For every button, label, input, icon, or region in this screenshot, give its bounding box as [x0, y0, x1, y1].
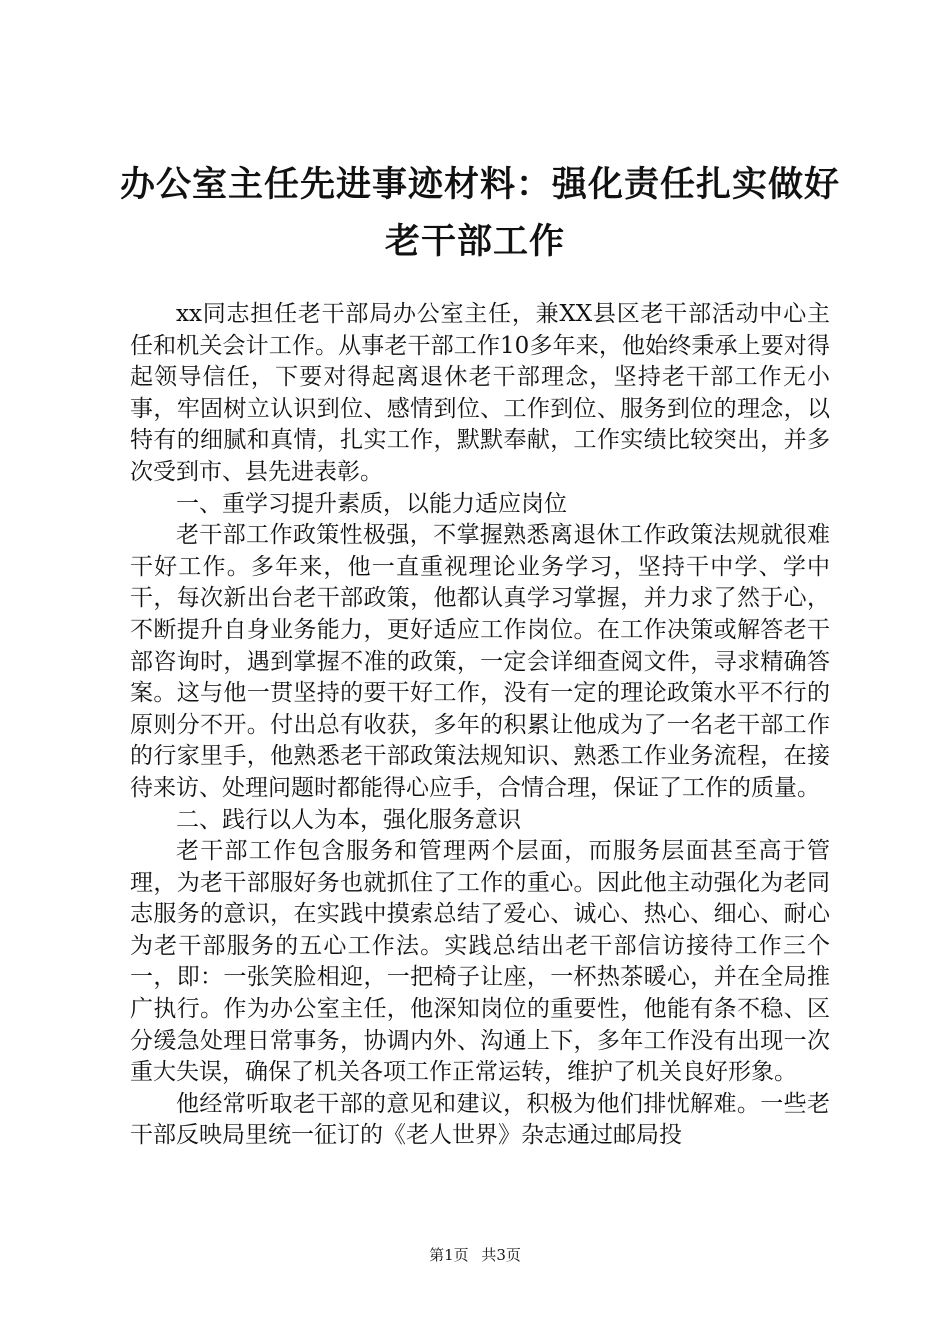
intro-paragraph: xx同志担任老干部局办公室主任，兼XX县区老干部活动中心主任和机关会计工作。从事老干部工作10多年来，他始终秉承上要对得起领导信任，下要对得起离退休老干部理念，坚持老干部工作无小事，牢固树立认识到位、感情到位、工作到位、服务到位的理念，以特有的细腻和真情，扎实工作，默默奉献，工作实绩比较突出，并多次受到市、县先进表彰。	[130, 301, 830, 485]
document-title-line-2: 老干部工作	[384, 222, 565, 262]
page-number: 第1页	[429, 1246, 469, 1264]
body-paragraph: 老干部工作政策性极强，不掌握熟悉离退休工作政策法规就很难干好工作。多年来，他一直重视理论业务学习，坚持干中学、学中干，每次新出台老干部政策，他都认真学习掌握，并力求了然于心，不断提升自身业务能力，更好适应工作岗位。在工作决策或解答老干部咨询时，遇到掌握不准的政策，一定会详细查阅文件，寻求精确答案。这与他一贯坚持的要干好工作，没有一定的理论政策水平不行的原则分不开。付出总有收获，多年的积累让他成为了一名老干部工作的行家里手，他熟悉老干部政策法规知识、熟悉工作业务流程，在接待来访、处理问题时都能得心应手，合情合理，保证了工作的质量。	[130, 522, 830, 801]
section-heading-1: 一、重学习提升素质，以能力适应岗位	[176, 490, 567, 517]
page-footer	[0, 1245, 950, 1265]
body-paragraph: 老干部工作包含服务和管理两个层面，而服务层面甚至高于管理，为老干部服好务也就抓住了工作的重心。因此他主动强化为老同志服务的意识，在实践中摸索总结了爱心、诚心、热心、细心、耐心为老干部服务的五心工作法。实践总结出老干部信访接待工作三个一，即：一张笑脸相迎，一把椅子让座，一杯热茶暖心，并在全局推广执行。作为办公室主任，他深知岗位的重要性，他能有条不稳、区分缓急处理日常事务，协调内外、沟通上下，多年工作没有出现一次重大失误，确保了机关各项工作正常运转，维护了机关良好形象。	[130, 838, 830, 1086]
page-total: 共3页	[481, 1246, 521, 1264]
body-paragraph: 他经常听取老干部的意见和建议，积极为他们排忧解难。一些老干部反映局里统一征订的《老人世界》杂志通过邮局投	[130, 1090, 830, 1149]
document-title-line-1: 办公室主任先进事迹材料：强化责任扎实做好	[120, 165, 841, 205]
document-body	[130, 299, 830, 1152]
section-heading-2: 二、践行以人为本，强化服务意识	[176, 806, 521, 833]
